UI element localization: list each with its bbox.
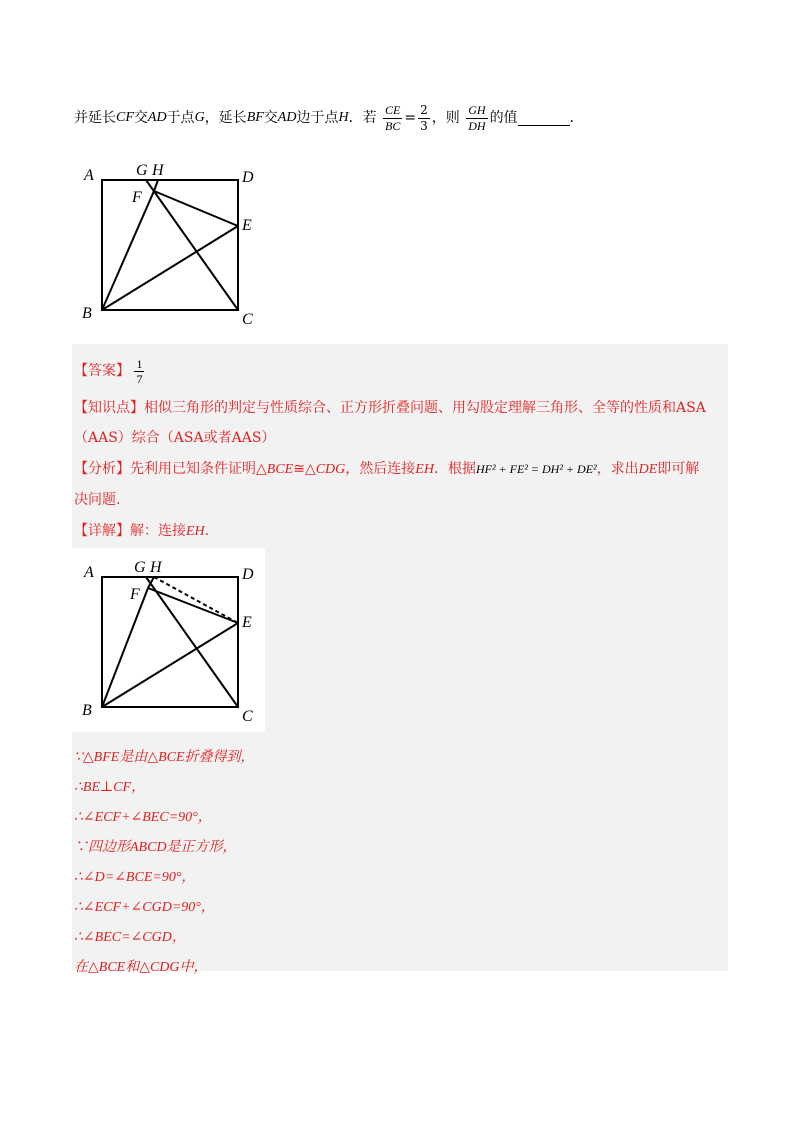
analysis-line-1 <box>74 459 699 480</box>
detail-eh: EH <box>186 524 205 539</box>
segment-de-text: DE <box>638 462 658 477</box>
segment-gc <box>146 180 238 310</box>
knowledge-text: 相似三角形的判定与性质综合、正方形折叠问题、用勾股定理解三角形、全等的性质和ASA <box>144 400 706 416</box>
step-5: ∴∠D=∠BCE=90°， <box>74 870 196 885</box>
label-h: H <box>152 162 164 179</box>
segment-eh-text: EH <box>415 462 434 477</box>
analysis-label: 【分析】 <box>74 461 130 477</box>
square-abcd <box>102 180 238 310</box>
q-text: ．若 <box>348 110 377 126</box>
figure-square-1 <box>80 158 270 333</box>
label-c: C <box>242 311 253 328</box>
triangle-bce: △BCE <box>256 462 294 477</box>
step-8: 在△BCE和△CDG中， <box>74 960 208 975</box>
pythagorean-formula: HF² + FE² = DH² + DE² <box>475 462 597 476</box>
analysis-text: 先利用已知条件证明 <box>130 461 256 477</box>
answer-line <box>74 356 144 386</box>
segment-fe-2 <box>148 588 238 623</box>
answer-blank <box>518 111 570 126</box>
segment-be-2 <box>102 623 238 707</box>
step-4: ∵四边形ABCD是正方形， <box>74 840 237 855</box>
q-var: AD <box>147 110 167 125</box>
label-d-2: D <box>242 566 254 583</box>
detail-line <box>74 521 209 542</box>
equals-sign: = <box>404 110 417 126</box>
segment-he-dashed <box>154 577 238 623</box>
q-text: ，延长 <box>204 110 247 126</box>
knowledge-line-2 <box>74 428 275 448</box>
label-a: A <box>84 167 94 184</box>
congruent-sign: ≅ <box>293 461 305 477</box>
answer-label: 【答案】 <box>74 363 130 379</box>
q-text: 边于点 <box>296 110 339 126</box>
knowledge-text-2: （AAS）综合（ASA或者AAS） <box>74 430 276 446</box>
q-var: G <box>194 110 205 125</box>
analysis-text: ．根据 <box>433 461 476 477</box>
q-var: H <box>338 110 349 125</box>
q-text: ，则 <box>431 110 460 126</box>
q-text: 于点 <box>166 110 195 126</box>
answer-fraction: $\frac{1}{7}$ <box>136 356 143 386</box>
analysis-text: ，求出 <box>596 461 639 477</box>
fraction-2-3: $\frac{2}{3}$ <box>420 102 428 133</box>
triangle-cdg: △CDG <box>304 462 346 477</box>
step-1: ∵△BFE是由△BCE折叠得到， <box>74 750 255 765</box>
analysis-text: 即可解 <box>657 461 700 477</box>
segment-bf <box>102 191 154 310</box>
segment-gc-2 <box>146 577 238 707</box>
step-6: ∴∠ECF+∠CGD=90°， <box>74 900 215 915</box>
step-7: ∴∠BEC=∠CGD， <box>74 930 186 945</box>
analysis-text: ，然后连接 <box>345 461 416 477</box>
fraction-ce-bc: $\frac{CE}{BC}$ <box>385 102 401 133</box>
q-text: ． <box>569 110 584 126</box>
knowledge-line-1 <box>74 398 706 418</box>
q-text: 交 <box>263 110 278 126</box>
label-d: D <box>242 169 254 186</box>
q-var: BF <box>246 110 264 125</box>
detail-text: 解：连接 <box>130 523 186 539</box>
q-text: 的值 <box>489 110 518 126</box>
detail-dot: . <box>204 523 210 539</box>
analysis-line-2 <box>74 490 120 510</box>
detail-label: 【详解】 <box>74 523 130 539</box>
label-g-2: G <box>134 559 146 576</box>
label-b-2: B <box>82 702 92 719</box>
step-2: ∴BE⊥CF， <box>74 780 146 795</box>
label-c-2: C <box>242 708 253 725</box>
label-e-2: E <box>242 614 252 631</box>
segment-be <box>102 226 238 310</box>
q-var: CF <box>116 110 134 125</box>
label-e: E <box>242 217 252 234</box>
label-g: G <box>136 162 148 179</box>
label-h-2: H <box>150 559 162 576</box>
q-text: 并延长 <box>74 110 116 126</box>
label-f: F <box>132 189 142 206</box>
q-var: AD <box>277 110 297 125</box>
label-b: B <box>82 305 92 322</box>
segment-hf <box>154 180 158 191</box>
figure-square-2 <box>80 555 270 730</box>
step-3: ∴∠ECF+∠BEC=90°， <box>74 810 212 825</box>
question-text <box>74 100 584 136</box>
fraction-gh-dh: $\frac{GH}{DH}$ <box>468 102 486 133</box>
segment-bf-2 <box>102 588 148 707</box>
label-f-2: F <box>130 586 140 603</box>
label-a-2: A <box>84 564 94 581</box>
q-text: 交 <box>133 110 148 126</box>
knowledge-label: 【知识点】 <box>74 400 144 416</box>
analysis-text-2: 决问题. <box>74 492 121 508</box>
